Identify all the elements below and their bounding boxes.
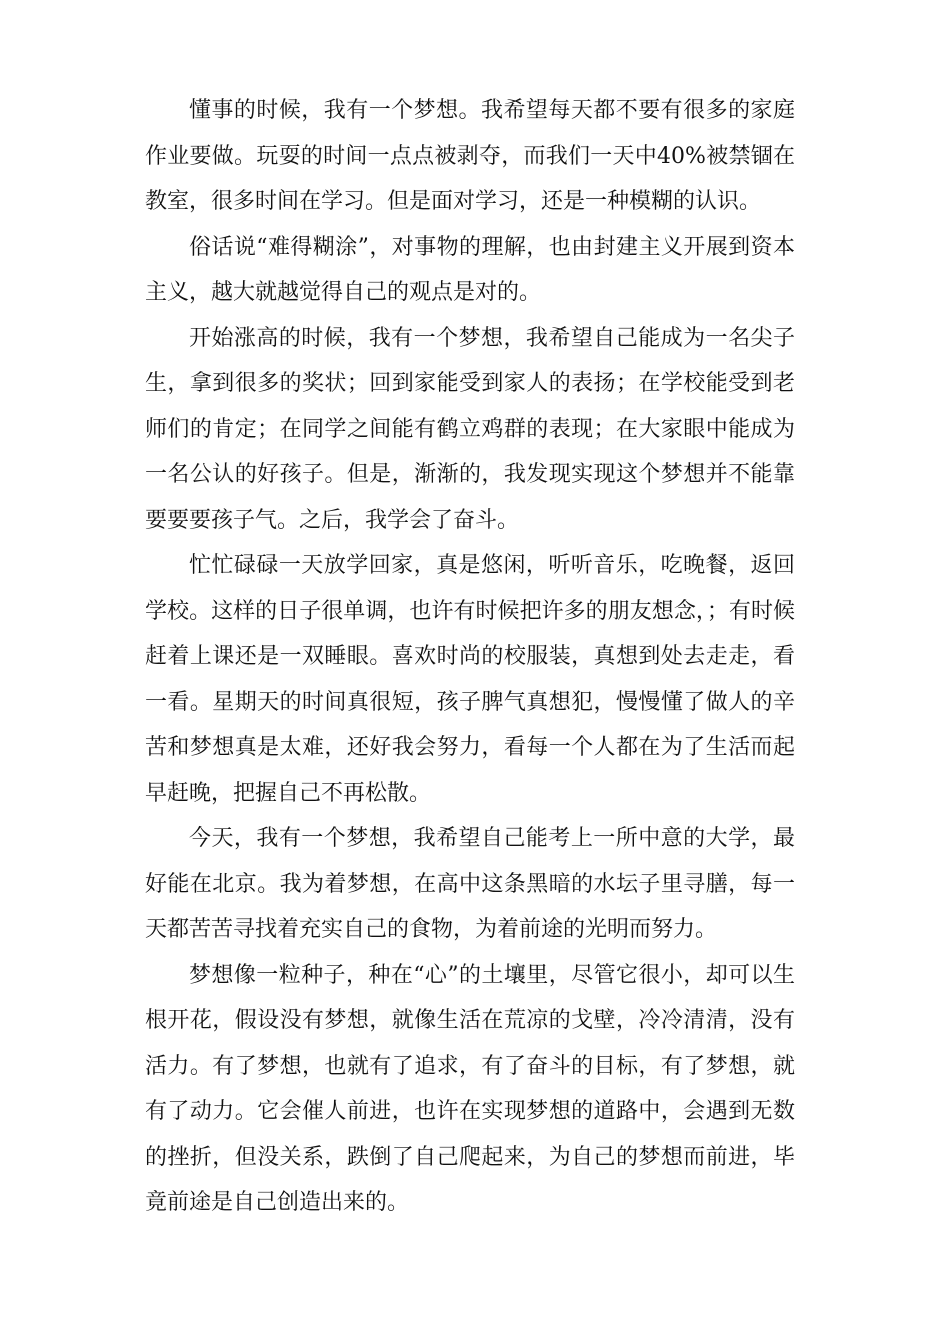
- paragraph-5: 今天，我有一个梦想，我希望自己能考上一所中意的大学，最好能在北京。我为着梦想，在高中这条黑暗的水坛子里寻膳，每一天都苦苦寻找着充实自己的食物，为着前途的光明而努力。: [145, 826, 795, 942]
- paragraph-2: 俗话说“难得糊涂”，对事物的理解，也由封建主义开展到资本主义，越大就越觉得自己的观点是对的。: [145, 234, 795, 305]
- paragraph-3: 开始涨高的时候，我有一个梦想，我希望自己能成为一名尖子生，拿到很多的奖状；回到家能受到家人的表扬；在学校能受到老师们的肯定；在同学之间能有鹤立鸡群的表现；在大家眼中能成为一名公认的好孩子。但是，渐渐的，我发现实现这个梦想并不能靠要要要孩子气。之后，我学会了奋斗。: [145, 325, 795, 533]
- paragraph-4: 忙忙碌碌一天放学回家，真是悠闲，听听音乐，吃晚餐，返回学校。这样的日子很单调，也许有时候把许多的朋友想念，；有时候赶着上课还是一双睡眼。喜欢时尚的校服装，真想到处去走走，看一看。星期天的时间真很短，孩子脾气真想犯，慢慢懂了做人的辛苦和梦想真是太难，还好我会努力，看每一个人都在为了生活而起早赶晚，把握自己不再松散。: [145, 553, 795, 806]
- paragraph-1: 懂事的时候，我有一个梦想。我希望每天都不要有很多的家庭作业要做。玩耍的时间一点点被剥夺，而我们一天中40%被禁锢在教室，很多时间在学习。但是面对学习，还是一种模糊的认识。: [145, 98, 795, 214]
- document-body: [145, 88, 795, 1226]
- paragraph-6: 梦想像一粒种子，种在“心”的土壤里，尽管它很小，却可以生根开花，假设没有梦想，就像生活在荒凉的戈壁，冷冷清清，没有活力。有了梦想，也就有了追求，有了奋斗的目标，有了梦想，就有了动力。它会催人前进，也许在实现梦想的道路中，会遇到无数的挫折，但没关系，跌倒了自己爬起来，为自己的梦想而前进，毕竟前途是自己创造出来的。: [145, 962, 795, 1215]
